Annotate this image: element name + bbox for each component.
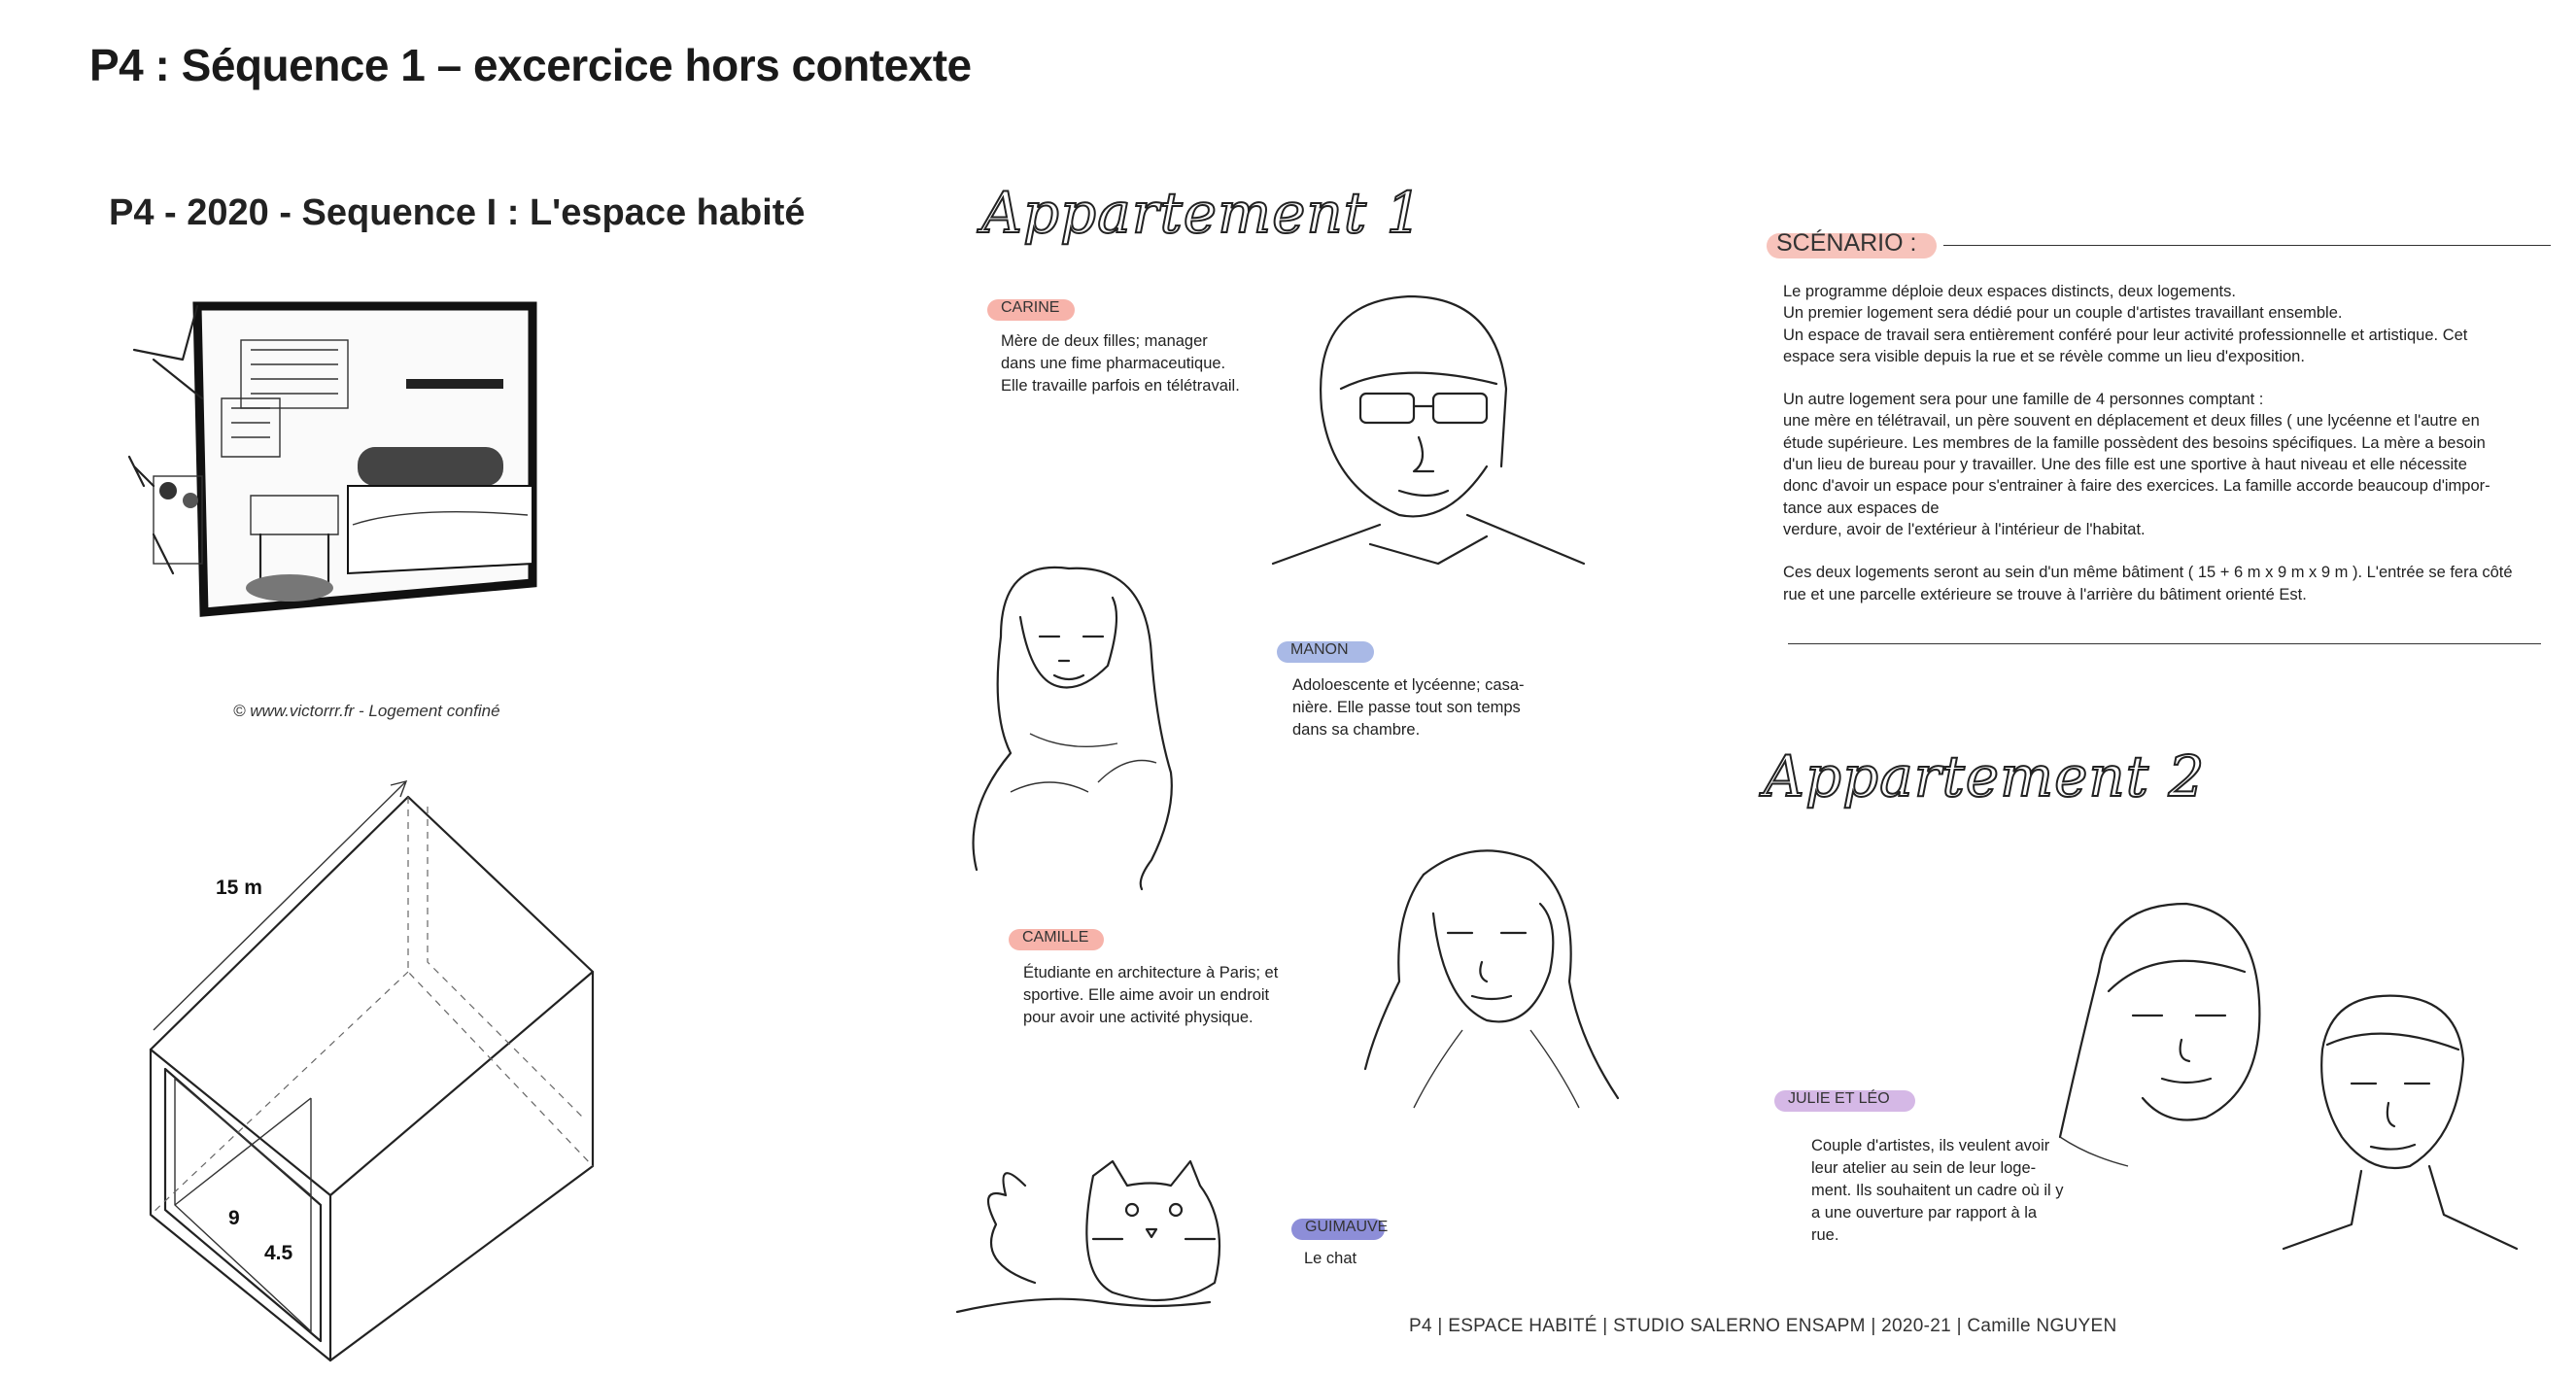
scenario-rule-bottom [1788,643,2541,644]
box-volume-diagram [136,777,602,1360]
apartment-1-title: Appartement 1 [981,180,1424,246]
portrait-carine [1254,282,1594,573]
resident-tag-camille: CAMILLE [1014,927,1096,948]
scenario-paragraph-2: Un autre logement sera pour une famille de 4 personnes comptant : une mère en télétravail, un père souvent en déplacement et deux filles ( une lycéenne et l'autre en étude supérieure. Les membres de la famille possèdent des besoins spécifiques. La mère a besoin d'un lieu de bureau pour y travailler. Une des fille est une sportive à haut niveau et elle nécessite donc d'avoir un espace pour s'entrainer à faire des exercices. La famille accorde beaucoup d'impor- tance aux espaces de verdure, avoir de l'extérieur à l'intérieur de l'habitat. [1783,391,2490,538]
resident-tag-carine: CARINE [993,297,1067,319]
resident-tag-manon: MANON [1283,639,1357,661]
resident-desc-manon: Adoloescente et lycéenne; casa- nière. Elle passe tout son temps dans sa chambre. [1292,676,1525,739]
resident-desc-guimauve: Le chat [1304,1250,1357,1267]
scenario-text [1783,281,2541,605]
resident-tag-guimauve: GUIMAUVE [1297,1217,1395,1238]
resident-desc-julie-leo: Couple d'artistes, ils veulent avoir leur atelier au sein de leur loge- ment. Ils souhaitent un cadre où il y a une ouverture par rapport à la rue. [1811,1137,2064,1244]
dimension-width: 9 [228,1207,240,1229]
slide-title: P4 : Séquence 1 – excercice hors contexte [89,40,972,90]
image-credit: © www.victorrr.fr - Logement confiné [233,702,500,720]
scenario-paragraph-3: Ces deux logements seront au sein d'un même bâtiment ( 15 + 6 m x 9 m x 9 m ). L'entrée se fera côté rue et une parcelle extérieure se trouve à l'arrière du bâtiment orienté Est. [1783,564,2513,603]
resident-desc-camille: Étudiante en architecture à Paris; et sportive. Elle aime avoir un endroit pour avoir une activité physique. [1023,964,1279,1026]
sequence-title: P4 - 2020 - Sequence I : L'espace habité [109,192,806,233]
footer-credits: P4 | ESPACE HABITÉ | STUDIO SALERNO ENSAPM | 2020-21 | Camille NGUYEN [1409,1316,2117,1336]
cat-illustration [957,1156,1254,1312]
portrait-camille [1356,836,1628,1118]
apartment-2-title: Appartement 2 [1764,743,2206,809]
portrait-leo [2264,981,2526,1263]
dimension-length: 15 m [216,877,262,899]
portrait-manon [962,559,1205,879]
scenario-paragraph-1: Le programme déploie deux espaces distincts, deux logements. Un premier logement sera dédié pour un couple d'artistes travaillant ensemble. Un espace de travail sera entièrement conféré pour leur activité professionnelle et artistique. Cet espace sera visible depuis la rue et se révèle comme un lieu d'exposition. [1783,283,2468,365]
dimension-height: 4.5 [264,1242,293,1264]
scenario-rule-top [1943,245,2551,246]
resident-desc-carine: Mère de deux filles; manager dans une fime pharmaceutique. Elle travaille parfois en télétravail. [1001,332,1240,395]
scenario-title: SCÉNARIO : [1776,229,1916,258]
room-illustration [115,292,581,622]
resident-tag-julie-leo: JULIE ET LÉO [1780,1088,1898,1110]
